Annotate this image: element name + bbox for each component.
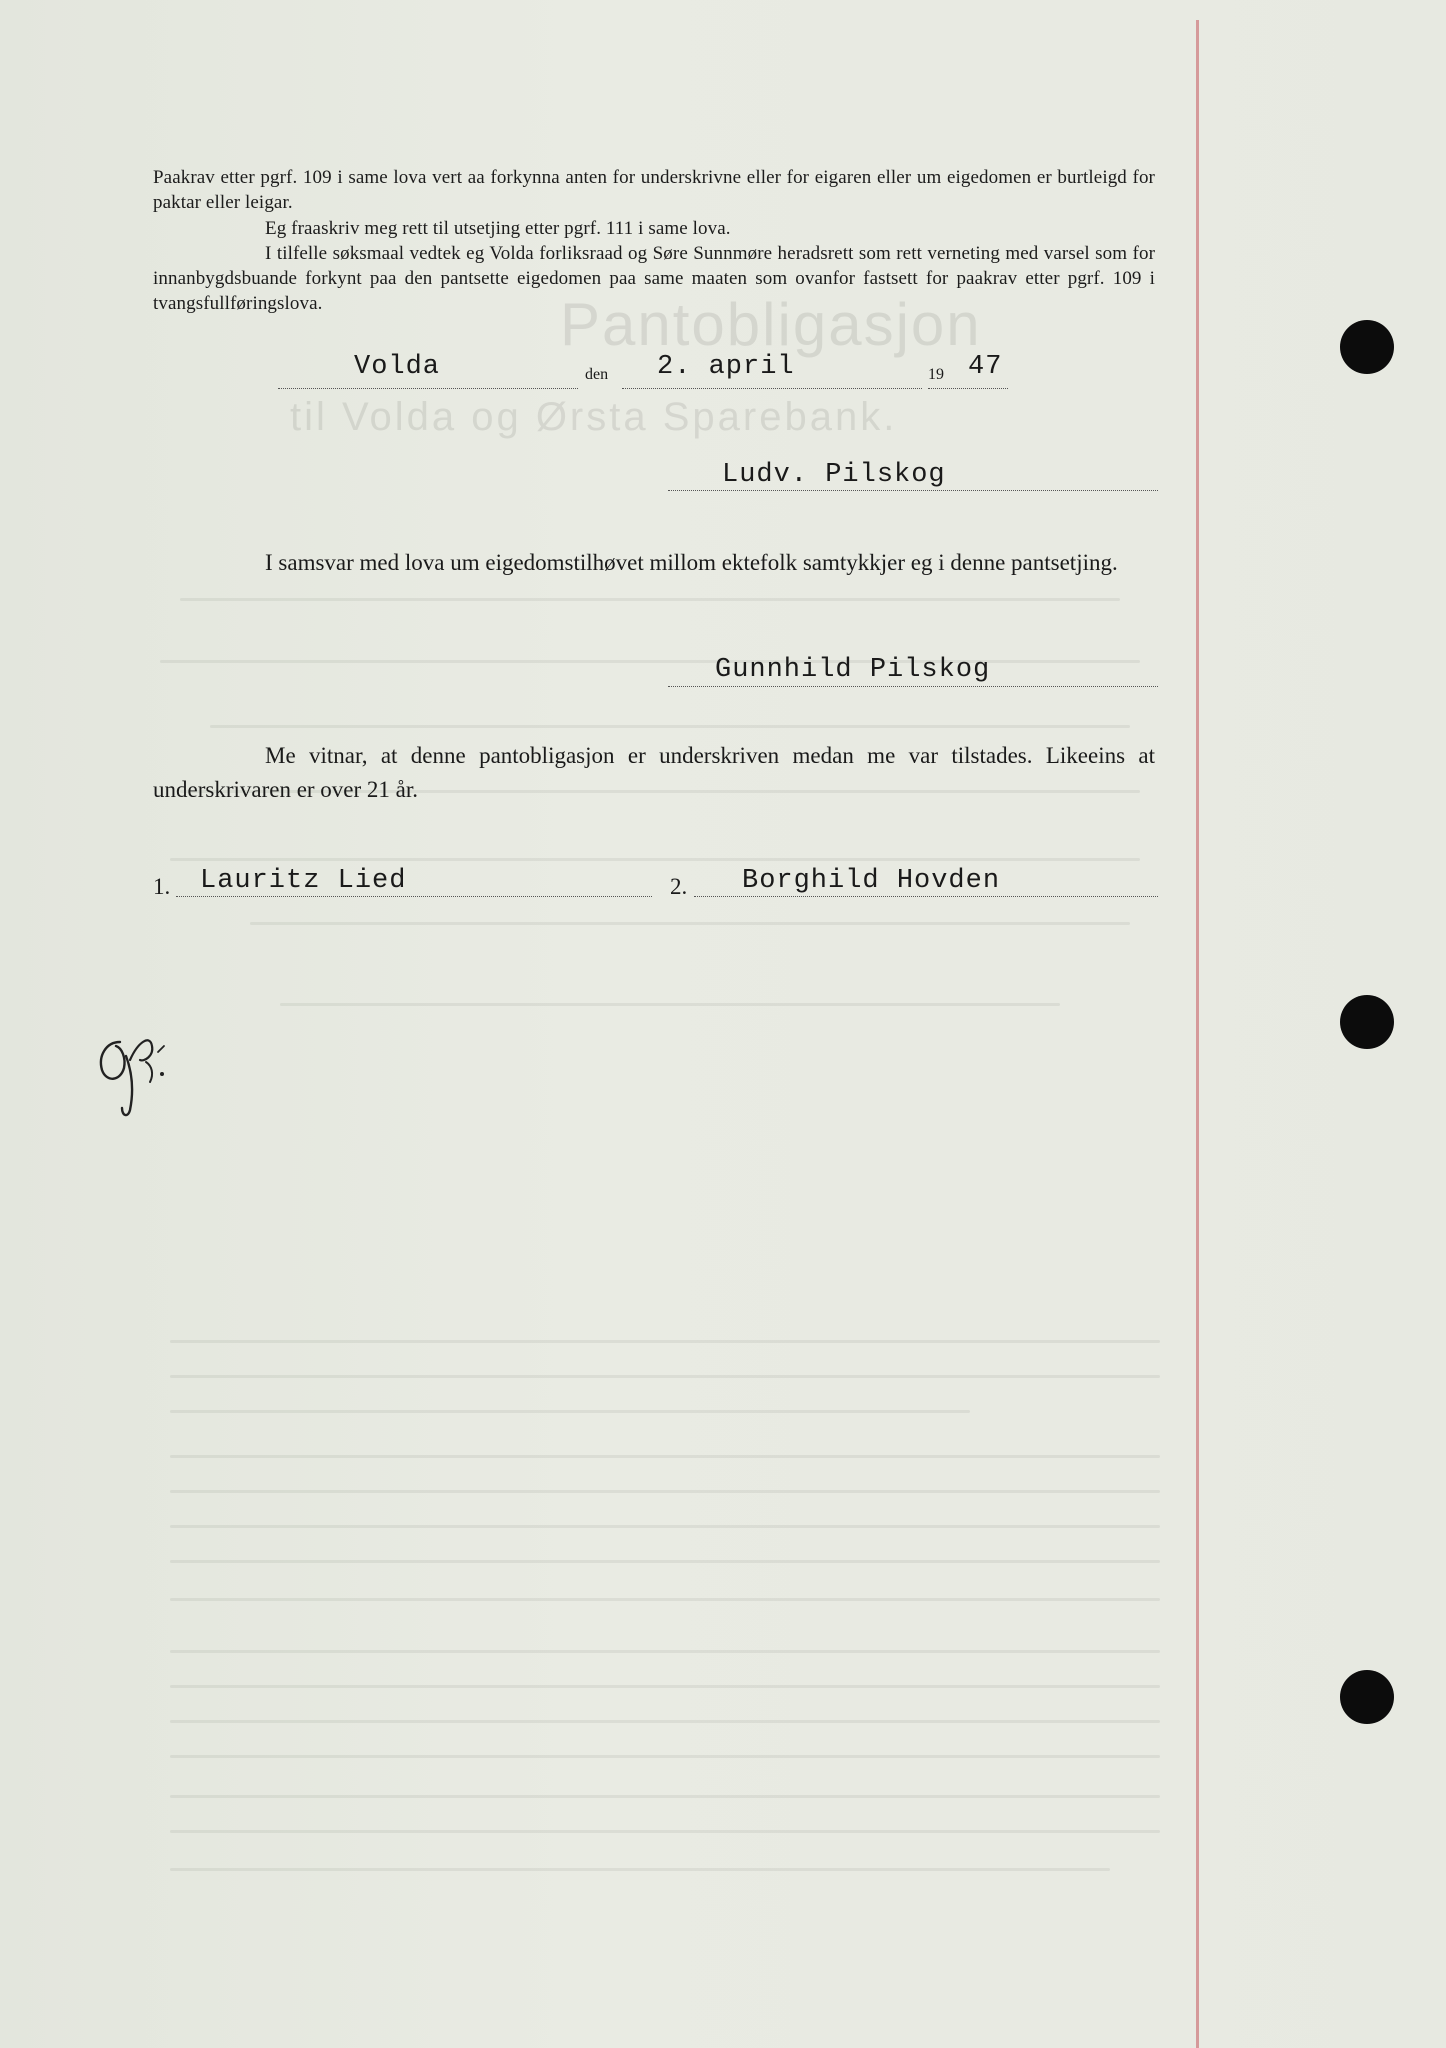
bleed-through-line bbox=[170, 1755, 1160, 1758]
bleed-through-line bbox=[170, 1340, 1160, 1343]
witness-1-name: Lauritz Lied bbox=[200, 866, 407, 896]
punch-hole bbox=[1340, 995, 1394, 1049]
bleed-through-line bbox=[170, 1685, 1160, 1688]
place-field: Volda bbox=[354, 352, 441, 382]
bleed-through-line bbox=[170, 1720, 1160, 1723]
punch-hole bbox=[1340, 320, 1394, 374]
bleed-through-line bbox=[170, 1795, 1160, 1798]
witness-2-number: 2. bbox=[670, 874, 688, 899]
year-suffix: 47 bbox=[968, 352, 1003, 382]
bleed-through-subheading: til Volda og Ørsta Sparebank. bbox=[290, 395, 898, 439]
bleed-through-line bbox=[180, 598, 1120, 601]
bleed-through-line bbox=[160, 660, 1140, 663]
spouse-signature-line bbox=[668, 686, 1158, 687]
bleed-through-line bbox=[280, 1003, 1060, 1006]
bleed-through-line bbox=[170, 1525, 1160, 1528]
clause-paragraph: Paakrav etter pgrf. 109 i same lova vert aa forkynna anten for underskrivne eller for eigaren eller um eigedomen er burtleigd for paktar eller leigar. bbox=[153, 167, 1155, 213]
place-dotted-line bbox=[278, 388, 578, 389]
den-label: den bbox=[585, 366, 609, 383]
witness-1-number: 1. bbox=[153, 874, 171, 899]
year-dotted-line bbox=[928, 388, 1008, 389]
bleed-through-heading: Pantobligasjon bbox=[560, 291, 982, 358]
bleed-through-line bbox=[170, 1650, 1160, 1653]
debtor-signature-line bbox=[668, 490, 1158, 491]
witness-1-line bbox=[176, 896, 652, 897]
handwritten-initials bbox=[92, 1012, 182, 1122]
bleed-through-line bbox=[170, 1410, 970, 1413]
bleed-through-line bbox=[170, 1455, 1160, 1458]
bleed-through-line bbox=[170, 858, 1140, 861]
spouse-consent-text: I samsvar med lova um eigedomstilhøvet millom ektefolk samtykkjer eg i denne pantsetjing. bbox=[265, 550, 1118, 575]
witness-2-name: Borghild Hovden bbox=[742, 866, 1001, 896]
witness-statement: Me vitnar, at denne pantobligasjon er underskriven medan me var tilstades. Likeeins at underskrivaren er over 21 år. bbox=[153, 743, 1155, 802]
margin-rule bbox=[1196, 20, 1199, 2048]
punch-hole bbox=[1340, 1670, 1394, 1724]
bleed-through-line bbox=[170, 1830, 1160, 1833]
bleed-through-line bbox=[250, 922, 1130, 925]
witness-2-line bbox=[694, 896, 1158, 897]
date-dotted-line bbox=[622, 388, 922, 389]
bleed-through-line bbox=[170, 1868, 1110, 1871]
date-field: 2. april bbox=[657, 352, 795, 382]
debtor-signature: Ludv. Pilskog bbox=[722, 460, 946, 490]
bleed-through-line bbox=[210, 725, 1130, 728]
bleed-through-line bbox=[170, 1560, 1160, 1563]
bleed-through-line bbox=[170, 1375, 1160, 1378]
spouse-signature: Gunnhild Pilskog bbox=[715, 655, 991, 685]
clause-paragraph: Eg fraaskriv meg rett til utsetjing etter pgrf. 111 i same lova. bbox=[265, 218, 731, 239]
year-prefix: 19 bbox=[928, 366, 944, 383]
bleed-through-line bbox=[170, 1598, 1160, 1601]
bleed-through-line bbox=[170, 1490, 1160, 1493]
clause-paragraph: I tilfelle søksmaal vedtek eg Volda forliksraad og Søre Sunnmøre heradsrett som rett verneting med varsel som for innanbygdsbuande forkynt paa den pantsette eigedomen paa same maaten som ovanfor fastsett for paakrav etter pgrf. 109 i tvangsfullføringslova. bbox=[153, 243, 1155, 314]
